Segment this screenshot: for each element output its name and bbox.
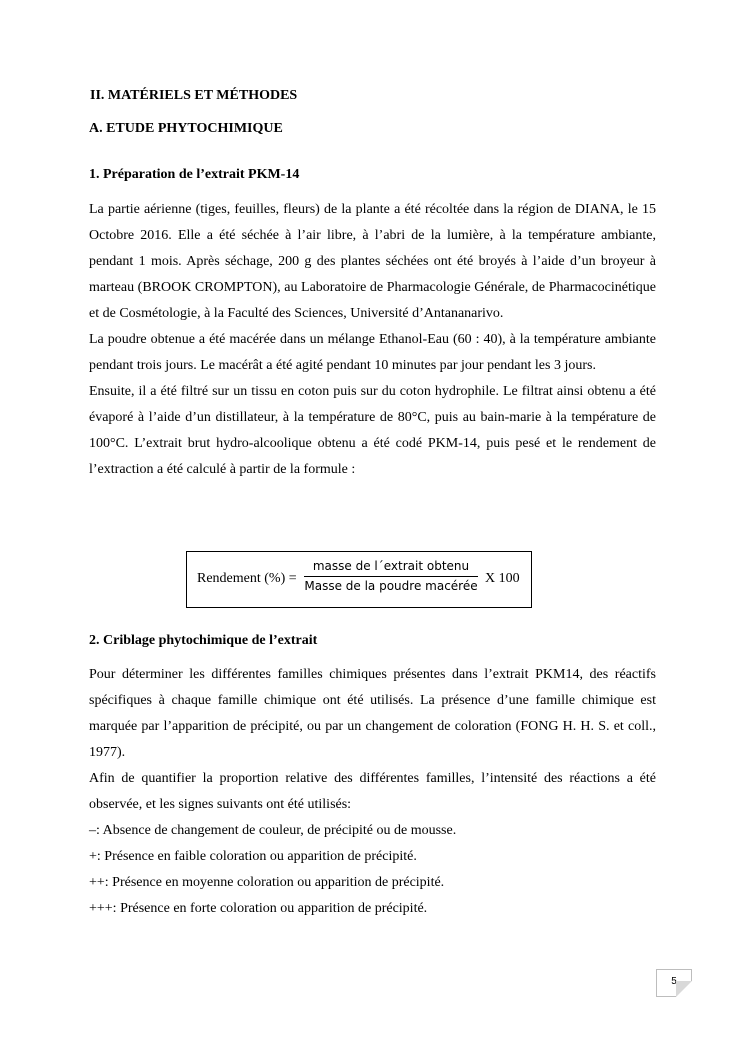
heading-preparation: 1. Préparation de l’extrait PKM-14 xyxy=(89,167,300,182)
paragraph-harvest: La partie aérienne (tiges, feuilles, fleurs) de la plante a été récoltée dans la région de DIANA, le 15 Octobre 2016. Elle a été séchée à l’air libre, à l’abri de la lumière, à la température ambiante, pendant 1 mois. Après séchage, 200 g des plantes séchées ont été broyés à l’aide d’un broyeur à marteau (BROOK CROMPTON), au Laboratoire de Pharmacologie Générale, de Pharmacocinétique et de Cosmétologie, à la Faculté des Sciences, Université d’Antananarivo. xyxy=(89,202,656,321)
legend-item: –: Absence de changement de couleur, de précipité ou de mousse. xyxy=(89,823,457,838)
formula-multiplier: X 100 xyxy=(485,571,520,586)
formula-numerator: masse de l´extrait obtenu xyxy=(312,559,470,573)
formula-label: Rendement (%) = xyxy=(197,571,297,586)
formula-fraction xyxy=(304,558,478,595)
paragraph-filtration: Ensuite, il a été filtré sur un tissu en coton puis sur du coton hydrophile. Le filtrat ainsi obtenu a été évaporé à l’aide d’un distillateur, à la température de 80°C, puis au bain-marie à la température de 100°C. L’extrait brut hydro-alcoolique obtenu a été codé PKM-14, puis pesé et le rendement de l’extraction a été calculé à partir de la formule : xyxy=(89,384,656,477)
legend-item: +++: Présence en forte coloration ou apparition de précipité. xyxy=(89,901,428,916)
preparation-text xyxy=(89,197,656,483)
screening-text xyxy=(89,662,656,922)
formula-denominator: Masse de la poudre macérée xyxy=(304,579,478,593)
fraction-bar xyxy=(304,576,478,577)
paragraph-reagents: Pour déterminer les différentes familles chimiques présentes dans l’extrait PKM14, des réactifs spécifiques à chaque famille chimique ont été utilisés. La présence d’une famille chimique est marquée par l’apparition de précipité, ou par un changement de coloration (FONG H. H. S. et coll., 1977). xyxy=(89,667,656,760)
legend-item: +: Présence en faible coloration ou apparition de précipité. xyxy=(89,849,417,864)
heading-screening: 2. Criblage phytochimique de l’extrait xyxy=(89,633,318,648)
subsection-heading: A. ETUDE PHYTOCHIMIQUE xyxy=(89,121,283,136)
section-heading: II. MATÉRIELS ET MÉTHODES xyxy=(90,88,298,103)
yield-formula-box xyxy=(186,551,532,608)
page-number: 5 xyxy=(656,969,692,997)
legend-item: ++: Présence en moyenne coloration ou apparition de précipité. xyxy=(89,875,445,890)
paragraph-maceration: La poudre obtenue a été macérée dans un mélange Ethanol-Eau (60 : 40), à la température ambiante pendant trois jours. Le macérât a été agité pendant 10 minutes par jour pendant les 3 jours. xyxy=(89,332,656,373)
paragraph-intensity: Afin de quantifier la proportion relative des différentes familles, l’intensité des réactions a été observée, et les signes suivants ont été utilisés: xyxy=(89,771,656,812)
